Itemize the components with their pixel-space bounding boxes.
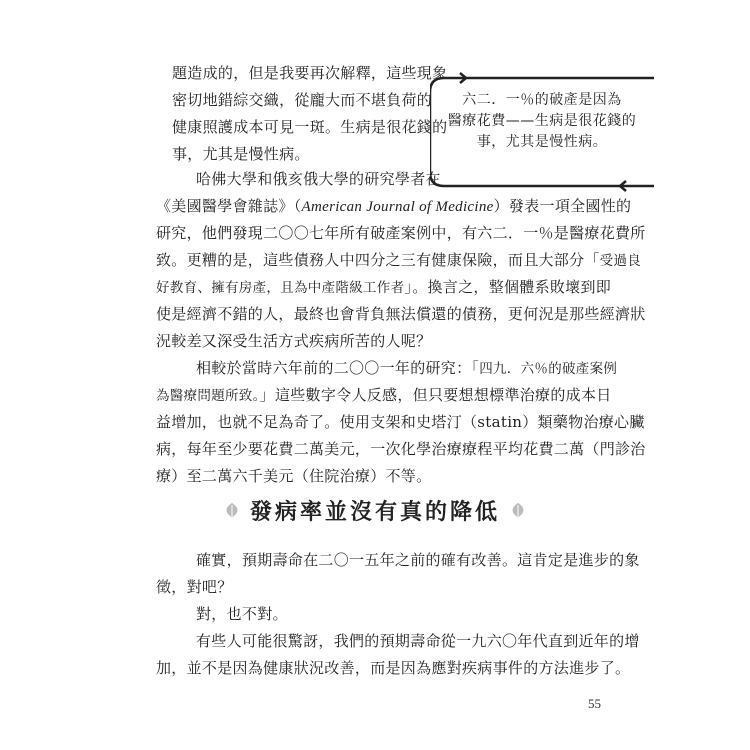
section-heading <box>0 495 750 526</box>
text-line: 有些人可能很驚訝，我們的預期壽命從一九六〇年代直到近年的增 <box>196 632 640 650</box>
text-line: 題造成的，但是我要再次解釋，這些現象 <box>172 64 448 82</box>
text-line: 健康照護成本可見一斑。生病是很花錢的 <box>172 118 448 136</box>
text-line: 病，每年至少要花費二萬美元，一次化學治療療程平均花費二萬（門診治 <box>156 440 646 458</box>
callout-text <box>430 90 654 153</box>
text-line: 益增加，也就不足為奇了。使用支架和史塔汀（statin）類藥物治療心臟 <box>156 413 645 431</box>
text-line: 況較差又深受生活方式疾病所苦的人呢？ <box>156 332 432 350</box>
text-line: 致。更糟的是，這些債務人中四分之三有健康保險，而且大部分「受過良 <box>156 251 642 269</box>
callout-line: 事，尤其是慢性病。 <box>476 134 608 150</box>
quoted-text: 為醫療問題所致。 <box>156 388 260 404</box>
text-line: 徵，對吧？ <box>156 578 233 596</box>
text-line: 使是經濟不錯的人，最終也會背負無法償還的債務，更何況是那些經濟狀 <box>156 305 646 323</box>
pull-quote-callout <box>430 72 654 192</box>
text-line: 加，並不是因為健康狀況改善，而是因為應對疾病事件的方法進步了。 <box>156 659 631 677</box>
leaf-ornament-icon <box>224 501 240 526</box>
text-line: 為醫療問題所致。」這些數字令人反感，但只要想想標準治療的成本日 <box>156 386 612 404</box>
text-line: 事，尤其是慢性病。 <box>172 145 310 163</box>
text-line: 《美國醫學會雜誌》（American Journal of Medicine）發表一項全國性的 <box>156 197 632 215</box>
text-line: 哈佛大學和俄亥俄大學的研究學者在 <box>196 170 441 188</box>
text-line: 好教育、擁有房產，且為中產階級工作者」。換言之，整個體系敗壞到即 <box>156 278 612 296</box>
callout-line: 六二．一％的破產是因為 <box>462 92 622 108</box>
quoted-text: 四九．六％的破產案例 <box>479 361 618 377</box>
text-line: 對，也不對。 <box>196 605 288 623</box>
quoted-text: 受過良 <box>599 253 642 269</box>
section-heading-text: 發病率並沒有真的降低 <box>249 500 500 525</box>
leaf-ornament-icon <box>510 501 526 526</box>
journal-title: American Journal of Medicine <box>301 199 494 215</box>
text-line: 療）至二萬六千美元（住院治療）不等。 <box>156 467 432 485</box>
text-line: 密切地錯綜交織，從龐大而不堪負荷的 <box>172 91 433 109</box>
text-line: 確實，預期壽命在二〇一五年之前的確有改善。這肯定是進步的象 <box>196 551 640 569</box>
text-line: 研究，他們發現二〇〇七年所有破產案例中，有六二．一％是醫療花費所 <box>156 224 646 242</box>
callout-line: 醫療花費——生病是很花錢的 <box>447 113 637 129</box>
page-number: 55 <box>588 696 601 711</box>
text-line: 相較於當時六年前的二〇〇一年的研究：「四九．六％的破產案例 <box>196 359 618 377</box>
quoted-text: 好教育、擁有房產，且為中產階級工作者 <box>156 280 405 296</box>
